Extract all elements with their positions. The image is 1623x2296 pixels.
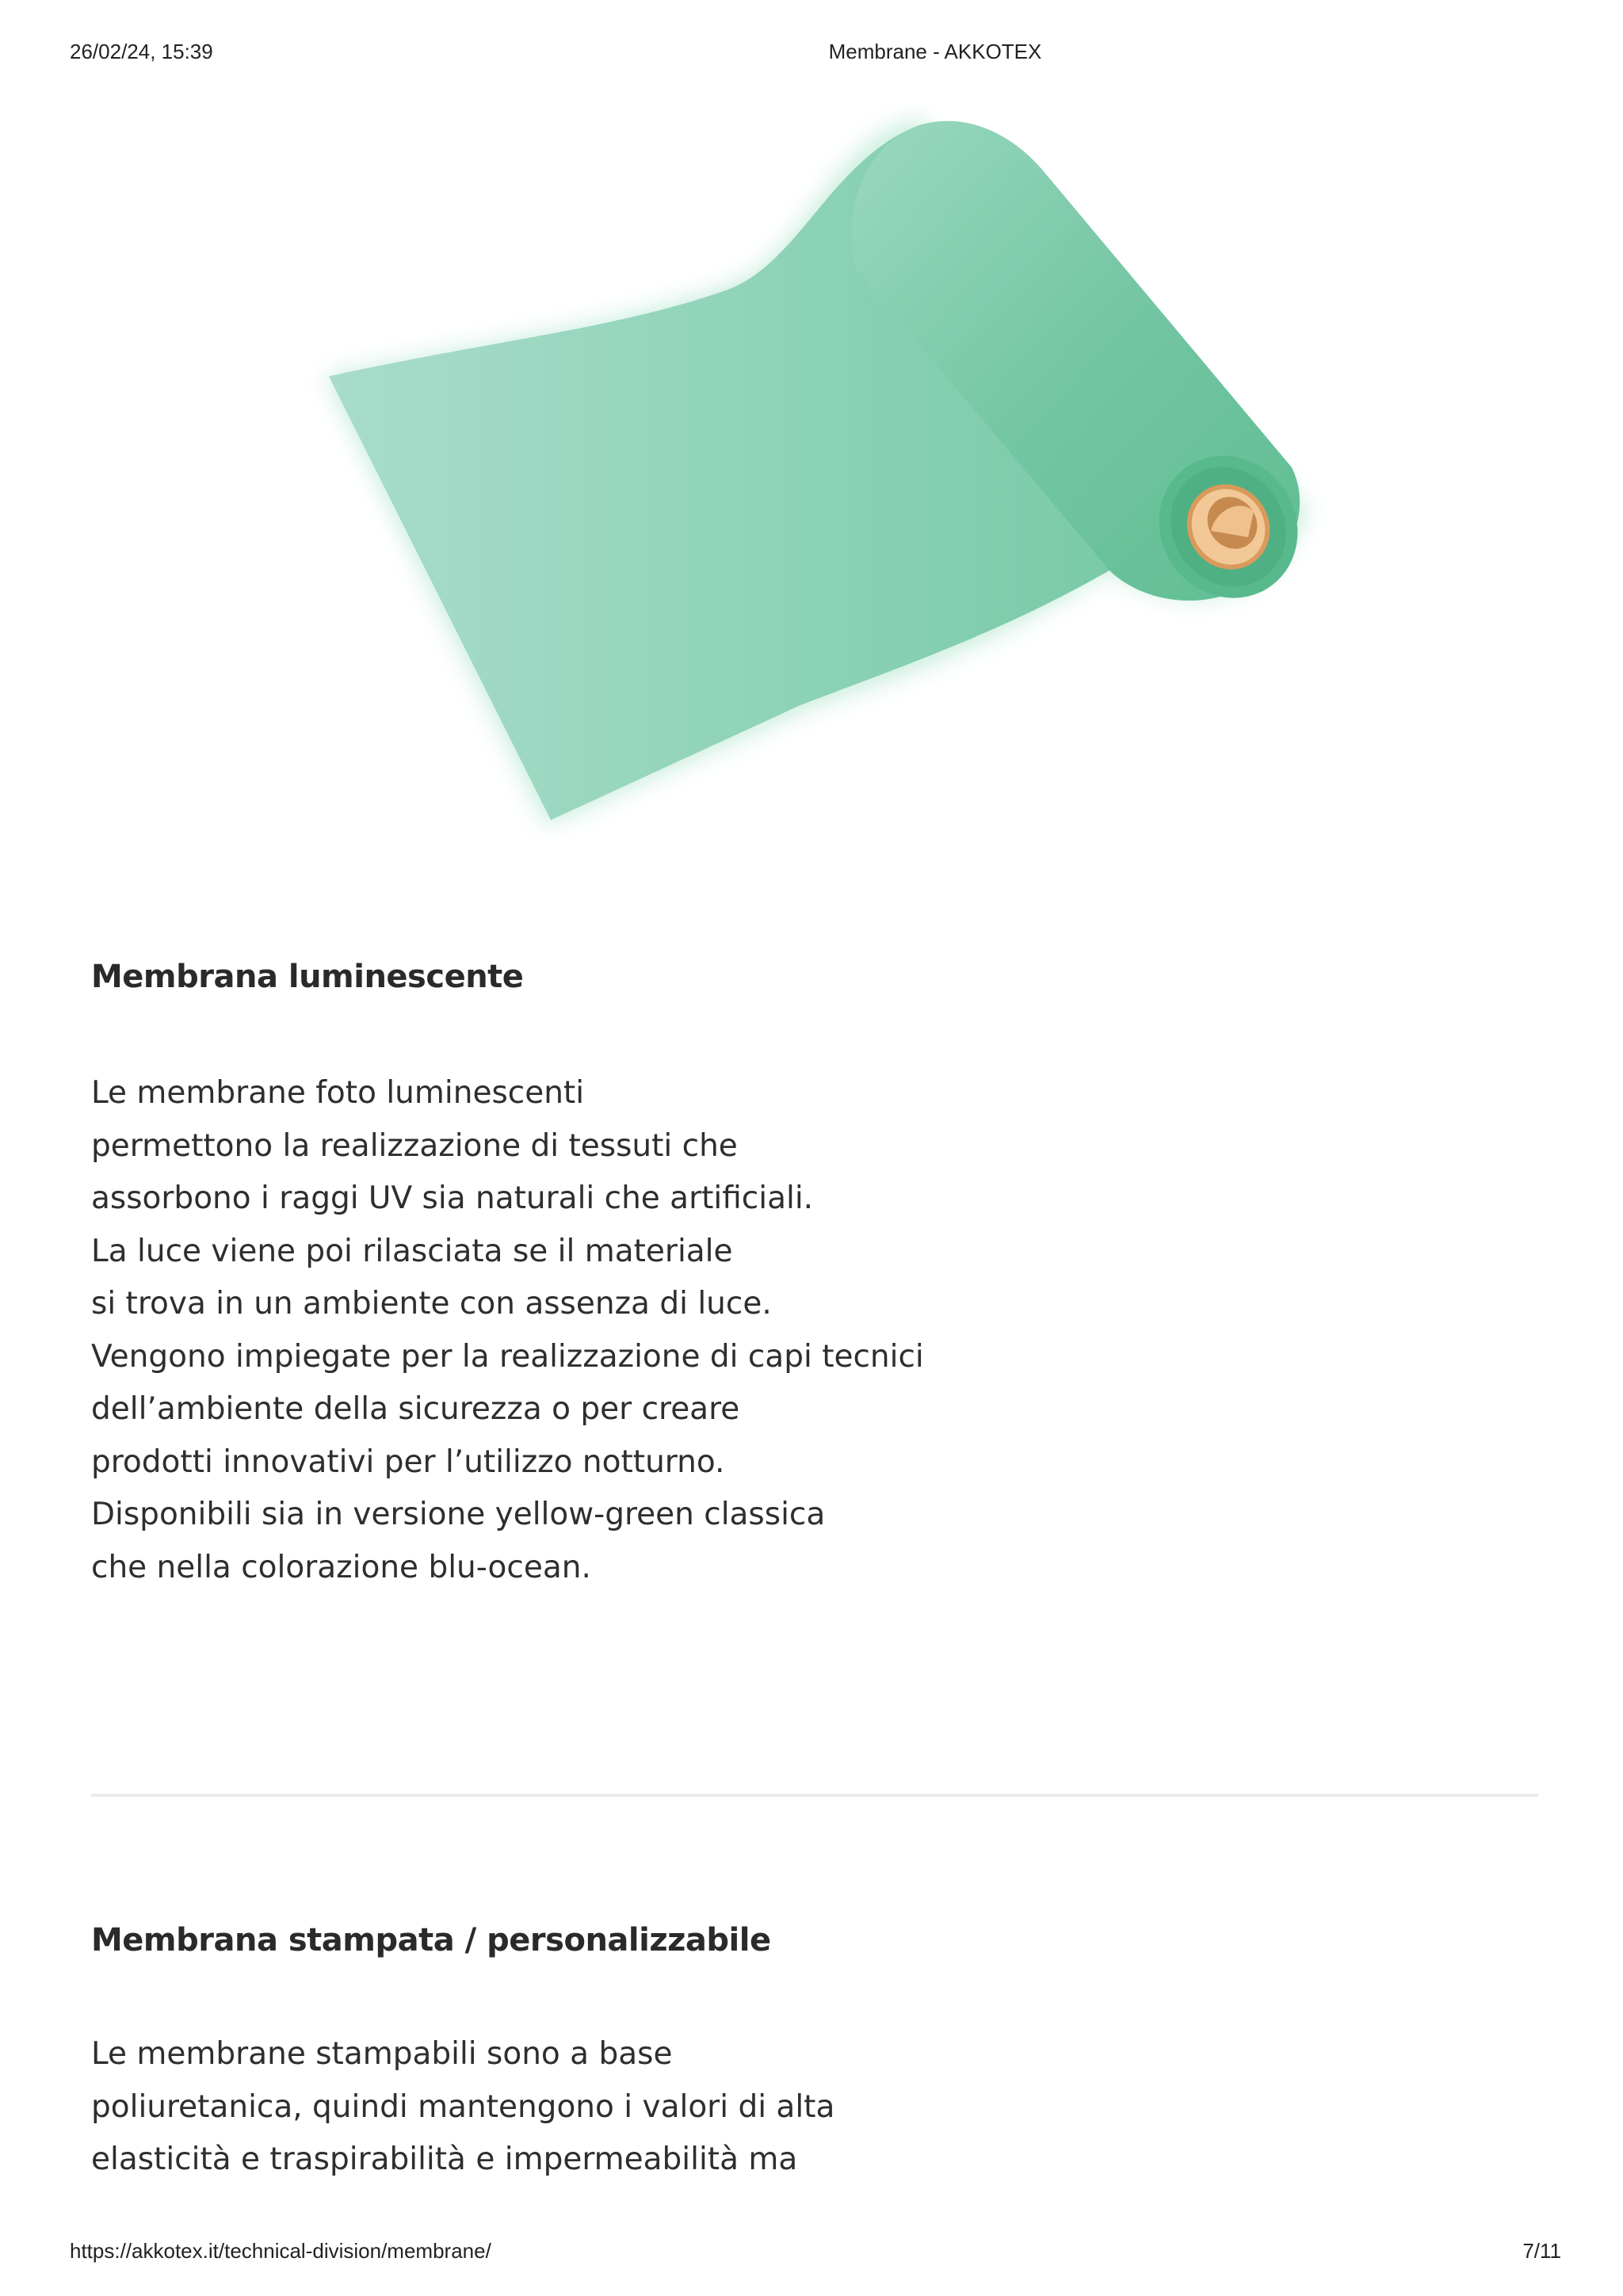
body-line: dell’ambiente della sicurezza o per creare xyxy=(91,1391,740,1427)
section-body-membrana-stampata xyxy=(91,2028,834,2187)
body-line: poliuretanica, quindi mantengono i valori di alta xyxy=(91,2088,835,2125)
body-line: La luce viene poi rilasciata se il materiale xyxy=(91,1233,733,1269)
section-divider xyxy=(91,1794,1538,1797)
print-page-url: https://akkotex.it/technical-division/membrane/ xyxy=(70,2239,491,2263)
body-line: che nella colorazione blu-ocean. xyxy=(91,1549,591,1585)
body-line: assorbono i raggi UV sia naturali che artificiali. xyxy=(91,1180,814,1216)
body-line: si trova in un ambiente con assenza di luce. xyxy=(91,1286,772,1322)
membrane-roll-image xyxy=(285,103,1347,864)
body-line: prodotti innovativi per l’utilizzo notturno. xyxy=(91,1444,725,1480)
body-line: Vengono impiegate per la realizzazione di capi tecnici xyxy=(91,1338,924,1375)
section-title-membrana-stampata: Membrana stampata / personalizzabile xyxy=(91,1922,771,1958)
print-page-title: Membrane - AKKOTEX xyxy=(828,40,1042,63)
body-line: elasticità e traspirabilità e impermeabilità ma xyxy=(91,2142,798,2177)
body-line: permettono la realizzazione di tessuti che xyxy=(91,1127,738,1164)
print-page-number: 7/11 xyxy=(1522,2239,1561,2263)
body-line: Le membrane foto luminescenti xyxy=(91,1075,585,1111)
section-body-membrana-luminescente xyxy=(91,1067,924,1594)
body-line: Le membrane stampabili sono a base xyxy=(91,2036,673,2072)
print-date-time: 26/02/24, 15:39 xyxy=(70,40,213,63)
body-line: Disponibili sia in versione yellow-green classica xyxy=(91,1497,826,1532)
section-title-membrana-luminescente: Membrana luminescente xyxy=(91,959,524,995)
